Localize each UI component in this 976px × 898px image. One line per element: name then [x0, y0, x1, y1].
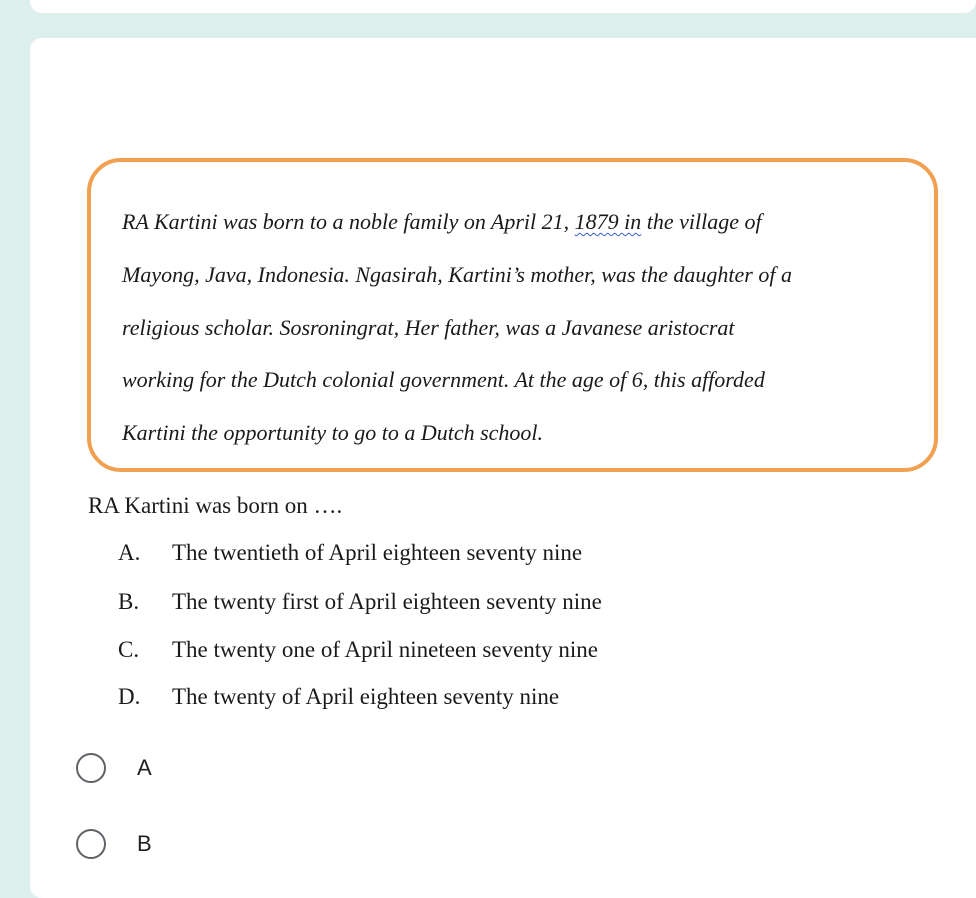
passage-line-1 [122, 209, 762, 235]
choice-letter: A. [118, 540, 141, 565]
choice-letter: B. [118, 589, 140, 614]
choice-letter: D. [118, 684, 141, 709]
radio-button-icon[interactable] [76, 753, 106, 783]
choice-b [118, 589, 602, 615]
radio-option-a[interactable] [76, 753, 152, 783]
choice-a [118, 540, 582, 566]
passage-line-3: religious scholar. Sosroningrat, Her father, was a Javanese aristocrat [122, 315, 735, 340]
spellcheck-flagged-text: 1879 in [574, 209, 642, 234]
radio-button-icon[interactable] [76, 829, 106, 859]
choice-text: The twenty first of April eighteen seventy nine [172, 589, 602, 614]
choice-c [118, 637, 598, 663]
passage-line-2: Mayong, Java, Indonesia. Ngasirah, Kartini’s mother, was the daughter of a [122, 262, 792, 287]
radio-option-label[interactable]: B [137, 831, 152, 856]
choice-text: The twenty one of April nineteen seventy nine [172, 637, 599, 662]
passage-line-4: working for the Dutch colonial government. At the age of 6, this afforded [122, 367, 765, 392]
previous-card [30, 0, 976, 13]
question-text: RA Kartini was born on …. [88, 493, 343, 518]
choice-text: The twentieth of April eighteen seventy nine [172, 540, 583, 565]
choice-letter: C. [118, 637, 140, 662]
radio-option-label[interactable]: A [137, 755, 152, 780]
passage-line-1-start: RA Kartini was born to a noble family on April 21, [122, 209, 575, 234]
passage-line-1-end: the village of [641, 209, 762, 234]
choice-text: The twenty of April eighteen seventy nine [172, 684, 560, 709]
radio-option-b[interactable] [76, 829, 152, 859]
passage-line-5: Kartini the opportunity to go to a Dutch school. [122, 420, 544, 445]
choice-d [118, 684, 559, 710]
